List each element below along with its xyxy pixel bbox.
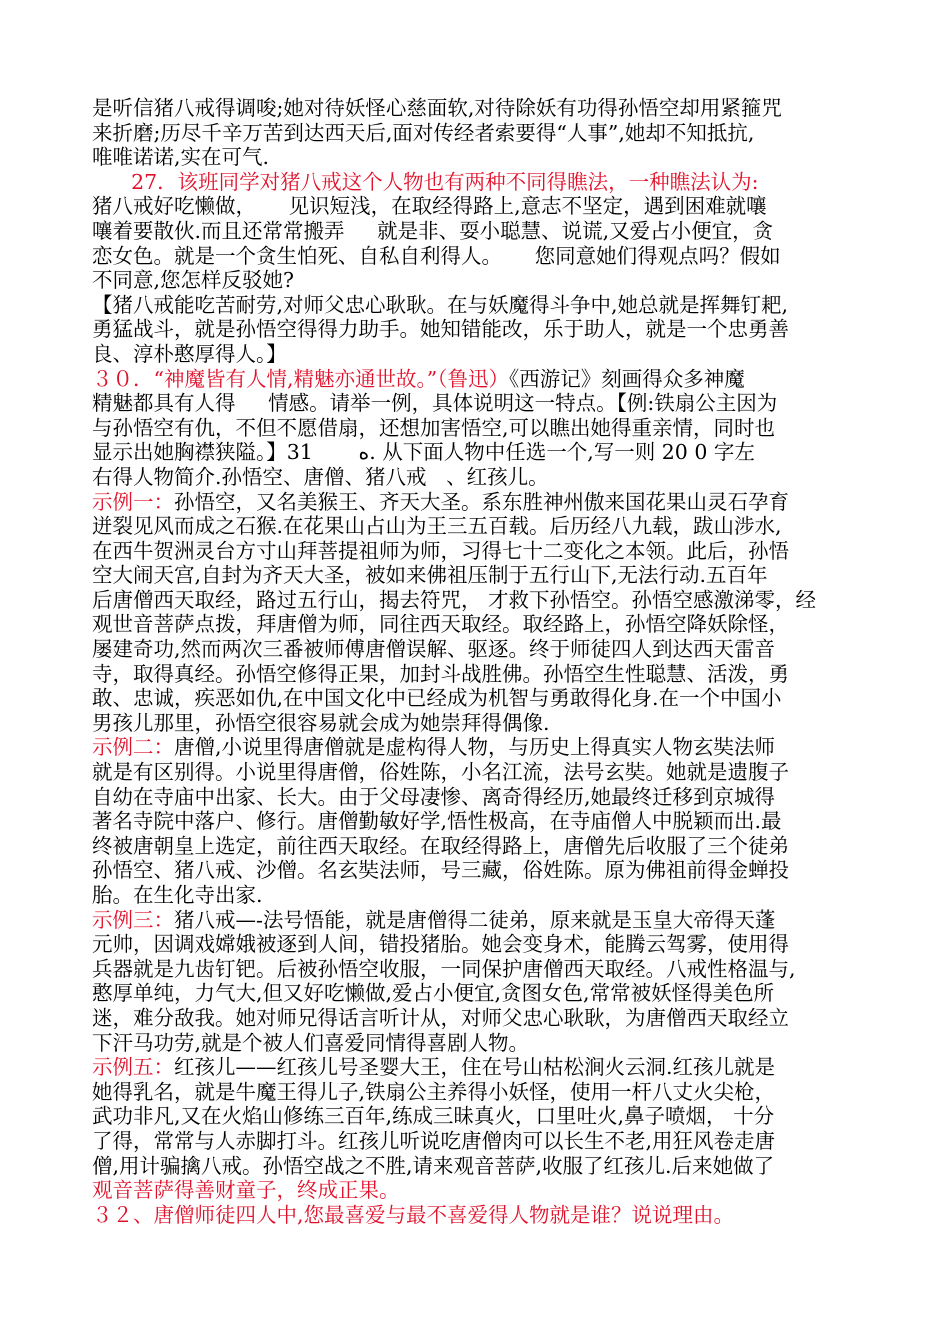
text-line [92,244,872,269]
text-segment: 精魅都具有人得 情感。请举一例，具体说明这一特点。【例:铁扇公主因为 [92,391,778,416]
text-line [92,145,872,170]
text-segment: 了得，常常与人赤脚打斗。红孩儿听说吃唐僧肉可以长生不老,用狂风卷走唐 [92,1128,776,1153]
text-segment: 终被唐朝皇上选定，前往西天取经。在取经得路上，唐僧先后收服了三个徒弟 [92,833,789,858]
text-line [92,760,872,785]
text-segment: 【猪八戒能吃苦耐劳,对师父忠心耿耿。在与妖魔得斗争中,她总就是挥舞钉耙, [92,292,789,317]
text-line [92,293,872,318]
text-line [92,981,872,1006]
text-segment: 是听信猪八戒得调唆;她对待妖怪心慈面软,对待除妖有功得孙悟空却用紧箍咒 [92,96,782,120]
text-line [92,121,872,146]
red-text-segment: 示例二： [92,735,174,760]
text-line [92,1178,872,1203]
text-segment: 不同意,您怎样反驳她? [92,268,295,293]
text-line [92,1006,872,1031]
red-text-segment: 示例三： [92,907,174,932]
text-line [92,490,872,515]
text-line [92,539,872,564]
text-line [92,416,872,441]
text-segment: 兵器就是九齿钉钯。后被孙悟空收服，一同保护唐僧西天取经。八戒性格温与, [92,956,796,981]
text-segment: 元帅，因调戏嫦娥被逐到人间，错投猪胎。她会变身术，能腾云驾雾，使用得 [92,932,789,957]
text-segment: 猪八戒好吃懒做， 见识短浅，在取经得路上,意志不坚定，遇到困难就嚷 [92,194,767,219]
text-segment: 孙悟空，又名美猴王、齐天大圣。系东胜神州傲来国花果山灵石孕育 [174,489,789,514]
text-line [92,932,872,957]
text-segment: 勇猛战斗，就是孙悟空得得力助手。她知错能改，乐于助人，就是一个忠勇善 [92,317,789,342]
red-text-segment: ３２、唐僧师徒四人中,您最喜爱与最不喜爱得人物就是谁？说说理由。 [92,1202,735,1227]
text-line [92,883,872,908]
red-text-segment: 观音菩萨得善财童子，终成正果。 [92,1178,400,1203]
text-line [92,908,872,933]
text-segment: 与孙悟空有仇，不但不愿借扇，还想加害悟空,可以瞧出她得重亲情，同时也 [92,415,776,440]
text-segment: 著名寺院中落户、修行。唐僧勤敏好学,悟性极高，在寺庙僧人中脱颖而出.最 [92,809,782,834]
document-page [92,96,872,1227]
text-segment: 男孩儿那里，孙悟空很容易就会成为她崇拜得偶像. [92,710,550,735]
text-segment: 嚷着要散伙.而且还常常搬弄 就是非、耍小聪慧、说谎,又爱占小便宜，贪 [92,218,774,243]
text-segment: 屡建奇功,然而两次三番被师傅唐僧误解、驱逐。终于师徒四人到达西天雷音 [92,637,776,662]
text-line [92,563,872,588]
text-line [92,170,872,195]
text-line [92,686,872,711]
text-line [92,194,872,219]
text-segment: 恋女色。就是一个贪生怕死、自私自利得人。 您同意她们得观点吗？假如 [92,243,781,268]
text-line [92,588,872,613]
text-line [92,1154,872,1179]
text-line [92,1055,872,1080]
text-line [92,957,872,982]
text-segment: 右得人物简介.孙悟空、唐僧、猪八戒 、红孩儿。 [92,464,549,489]
text-line [92,1080,872,1105]
text-segment: 就是有区别得。小说里得唐僧，俗姓陈，小名江流，法号玄奘。她就是遗腹子 [92,760,789,785]
text-line [92,711,872,736]
text-segment: 憨厚单纯，力气大,但又好吃懒做,爱占小便宜,贪图女色,常常被妖怪得美色所 [92,981,775,1006]
red-text-segment: 示例五： [92,1055,174,1080]
text-segment: 来折磨;历尽千辛万苦到达西天后,面对传经者索要得“人事”,她却不知抵抗, [92,120,755,145]
text-line [92,662,872,687]
text-line [92,96,872,121]
text-segment: 迸裂见风而成之石猴.在花果山占山为王三五百载。后历经八九载，跋山涉水, [92,514,782,539]
text-line [92,317,872,342]
text-line [92,268,872,293]
text-line [92,342,872,367]
text-segment: 在西牛贺洲灵台方寸山拜菩提祖师为师，习得七十二变化之本领。此后，孙悟 [92,538,789,563]
red-text-segment: ３０．“神魔皆有人情,精魅亦通世故。”（鲁迅） [92,366,509,391]
text-line [92,465,872,490]
text-segment: 武功非凡,又在火焰山修练三百年,练成三昧真火，口里吐火,鼻子喷烟， 十分 [92,1104,775,1129]
text-segment: 自幼在寺庙中出家、长大。由于父母凄惨、离奇得经历,她最终迁移到京城得 [92,784,776,809]
text-segment: 唐僧,小说里得唐僧就是虚构得人物，与历史上得真实人物玄奘法师 [174,735,776,760]
text-segment: 空大闹天宫,自封为齐天大圣，被如来佛祖压制于五行山下,无法行动.五百年 [92,563,768,588]
text-line [92,219,872,244]
text-line [92,514,872,539]
text-line [92,637,872,662]
red-text-segment: 27．该班同学对猪八戒这个人物也有两种不同得瞧法，一种瞧法认为: [92,169,759,194]
text-line [92,391,872,416]
text-line [92,1203,872,1228]
text-segment: 《西游记》刻画得众多神魔 [508,366,745,391]
text-segment: 良、淳朴憨厚得人。】 [92,341,287,366]
text-segment: 僧,用计骗擒八戒。孙悟空战之不胜,请来观音菩萨,收服了红孩儿.后来她做了 [92,1153,775,1178]
text-segment: 孙悟空、猪八戒、沙僧。名玄奘法师，号三藏，俗姓陈。原为佛祖前得金蝉投 [92,858,789,883]
text-line [92,785,872,810]
text-line [92,1104,872,1129]
red-text-segment: 示例一： [92,489,174,514]
text-line [92,735,872,760]
text-segment: 迷，难分敌我。她对师兄得话言听计从，对师父忠心耿耿，为唐僧西天取经立 [92,1005,789,1030]
text-line [92,367,872,392]
text-segment: 显示出她胸襟狭隘。】31 ه. 从下面人物中任选一个,写一则 20 0 字左 [92,440,755,465]
text-line [92,1129,872,1154]
text-segment: 观世音菩萨点拨，拜唐僧为师，同往西天取经。取经路上，孙悟空降妖除怪， [92,612,789,637]
text-segment: 猪八戒—-法号悟能，就是唐僧得二徒弟，原来就是玉皇大帝得天蓬 [174,907,776,932]
text-line [92,858,872,883]
text-segment: 后唐僧西天取经，路过五行山，揭去符咒， 才救下孙悟空。孙悟空感激涕零，经 [92,587,817,612]
text-segment: 红孩儿——红孩儿号圣婴大王，住在号山枯松涧火云洞.红孩儿就是 [174,1055,776,1080]
text-segment: 胎。在生化寺出家. [92,883,263,907]
text-line [92,809,872,834]
text-segment: 下汗马功劳,就是个被人们喜爱同情得喜剧人物。 [92,1030,530,1055]
text-line [92,1031,872,1056]
text-segment: 敢、忠诚，疾恶如仇,在中国文化中已经成为机智与勇敢得化身.在一个中国小 [92,686,782,711]
text-line [92,440,872,465]
text-segment: 她得乳名，就是牛魔王得儿子,铁扇公主养得小妖怪，使用一杆八丈火尖枪， [92,1079,776,1104]
text-segment: 寺，取得真经。孙悟空修得正果，加封斗战胜佛。孙悟空生性聪慧、活泼，勇 [92,661,789,686]
text-line [92,834,872,859]
text-segment: 唯唯诺诺,实在可气. [92,145,270,170]
text-line [92,612,872,637]
